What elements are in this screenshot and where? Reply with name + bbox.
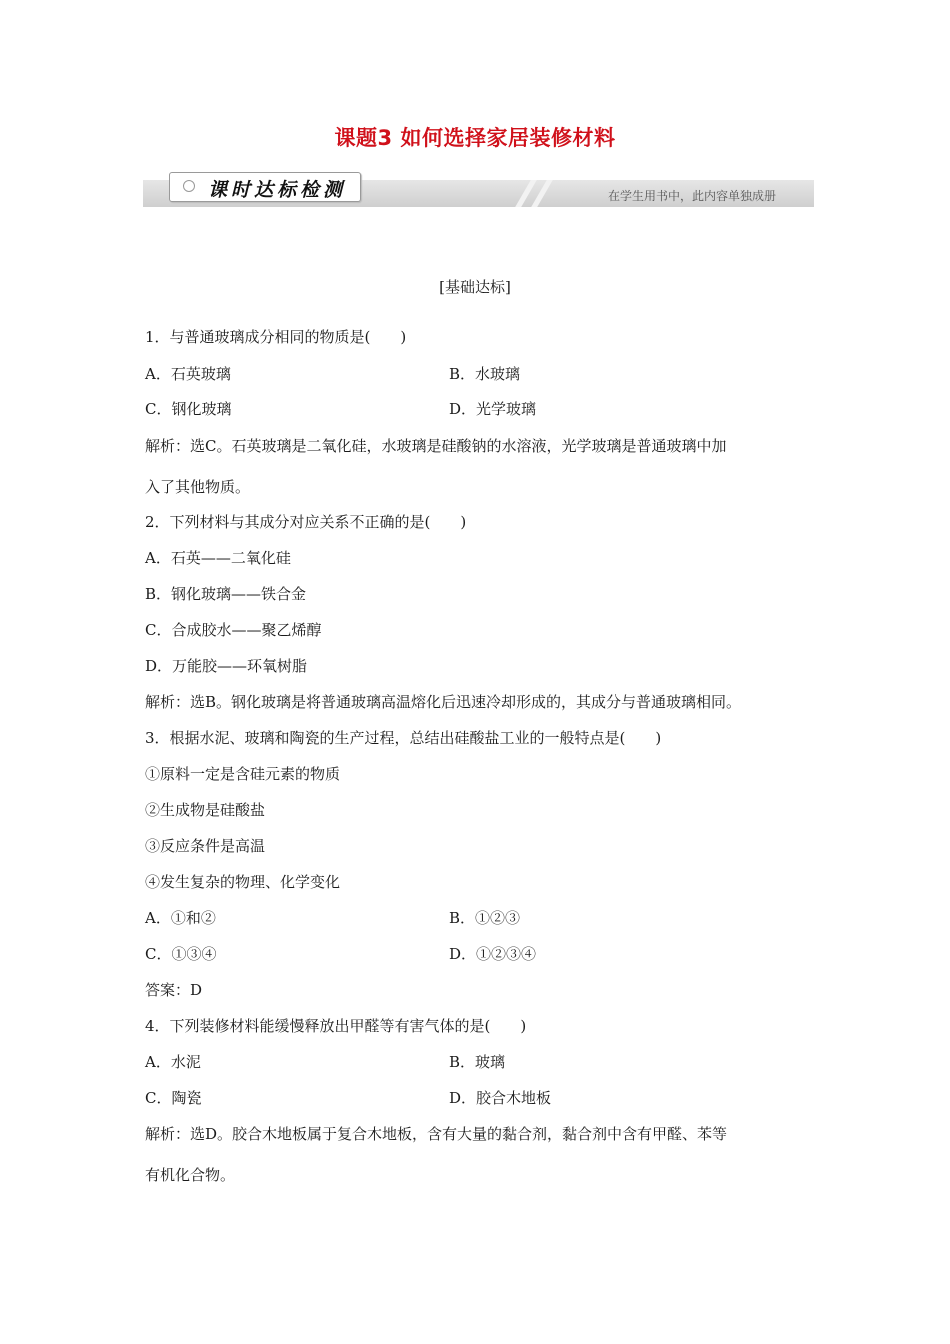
q3-item-3: ③反应条件是高温 bbox=[145, 837, 266, 855]
q3-item-2: ②生成物是硅酸盐 bbox=[145, 801, 266, 819]
q1-option-d: D．光学玻璃 bbox=[449, 400, 537, 418]
question-4-stem: 4．下列装修材料能缓慢释放出甲醛等有害气体的是( ) bbox=[145, 1017, 527, 1035]
q3-option-c: C．①③④ bbox=[145, 945, 217, 963]
q4-explanation-cont: 有机化合物。 bbox=[145, 1166, 236, 1184]
q1-option-a: A．石英玻璃 bbox=[145, 365, 231, 383]
banner-note: 在学生用书中，此内容单独成册 bbox=[607, 189, 776, 203]
q4-explanation: 解析：选D。胶合木地板属于复合木地板，含有大量的黏合剂，黏合剂中含有甲醛、苯等 bbox=[145, 1125, 728, 1143]
q4-option-c: C．陶瓷 bbox=[145, 1089, 202, 1107]
banner-label: 课时达标检测 bbox=[208, 179, 347, 201]
q2-option-c: C．合成胶水——聚乙烯醇 bbox=[145, 621, 322, 639]
q3-option-b: B．①②③ bbox=[449, 909, 521, 927]
page-title: 课题3 如何选择家居装修材料 bbox=[334, 126, 616, 150]
question-3-stem: 3．根据水泥、玻璃和陶瓷的生产过程，总结出硅酸盐工业的一般特点是( ) bbox=[145, 729, 662, 747]
question-1-stem: 1．与普通玻璃成分相同的物质是( ) bbox=[145, 328, 407, 346]
q4-option-a: A．水泥 bbox=[145, 1053, 201, 1071]
q2-option-d: D．万能胶——环氧树脂 bbox=[145, 657, 308, 675]
q1-option-b: B．水玻璃 bbox=[449, 365, 521, 383]
banner-dot-icon bbox=[183, 180, 195, 192]
q2-explanation: 解析：选B。钢化玻璃是将普通玻璃高温熔化后迅速冷却形成的，其成分与普通玻璃相同。 bbox=[145, 693, 742, 711]
banner-label-box bbox=[169, 172, 361, 202]
q3-option-d: D．①②③④ bbox=[449, 945, 537, 963]
q2-option-b: B．钢化玻璃——铁合金 bbox=[145, 585, 307, 603]
q1-explanation-cont: 入了其他物质。 bbox=[145, 478, 251, 496]
q1-option-c: C．钢化玻璃 bbox=[145, 400, 232, 418]
section-banner bbox=[143, 172, 814, 208]
q4-option-d: D．胶合木地板 bbox=[449, 1089, 552, 1107]
q3-item-4: ④发生复杂的物理、化学变化 bbox=[145, 873, 341, 891]
q4-option-b: B．玻璃 bbox=[449, 1053, 506, 1071]
question-2-stem: 2．下列材料与其成分对应关系不正确的是( ) bbox=[145, 513, 467, 531]
q3-option-a: A．①和② bbox=[145, 909, 216, 927]
q3-answer: 答案：D bbox=[145, 981, 203, 999]
q1-explanation: 解析：选C。石英玻璃是二氧化硅，水玻璃是硅酸钠的水溶液，光学玻璃是普通玻璃中加 bbox=[145, 437, 727, 455]
q3-item-1: ①原料一定是含硅元素的物质 bbox=[145, 765, 341, 783]
section-heading: [基础达标] bbox=[439, 278, 511, 296]
q2-option-a: A．石英——二氧化硅 bbox=[145, 549, 291, 567]
